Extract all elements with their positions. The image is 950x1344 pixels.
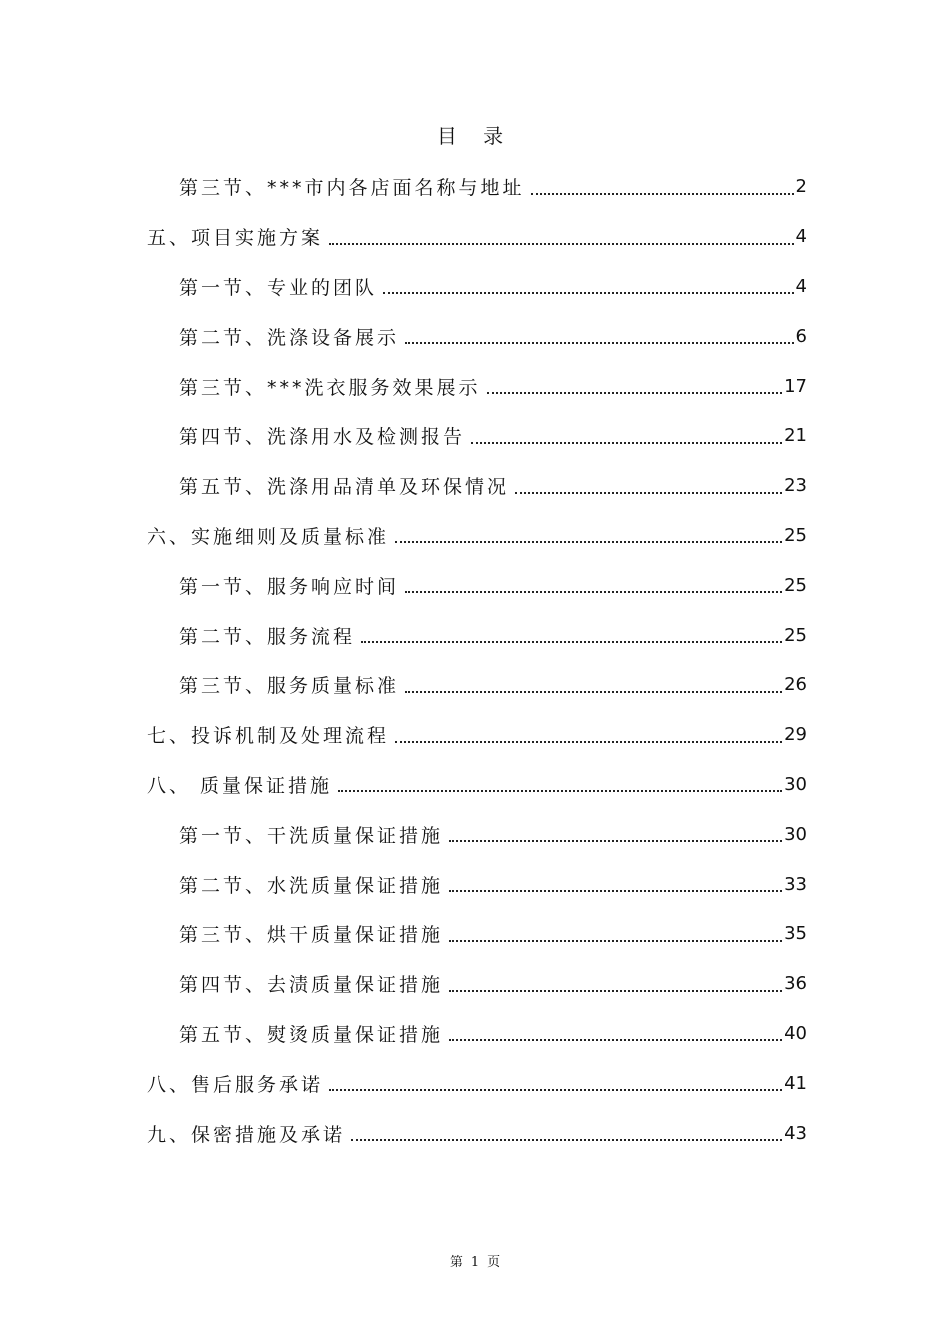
toc-entry-label: 第三节、***洗衣服务效果展示 — [179, 376, 481, 399]
toc-entry-page-number: 35 — [784, 923, 807, 945]
toc-dot-leader — [449, 990, 782, 992]
toc-entry-page-number: 21 — [784, 425, 807, 447]
toc-dot-leader — [405, 591, 782, 593]
toc-dot-leader — [487, 392, 783, 394]
toc-entry-label: 第二节、服务流程 — [179, 625, 356, 648]
toc-entry[interactable] — [0, 1108, 807, 1158]
toc-entry-page-number: 2 — [795, 176, 807, 198]
toc-entry[interactable] — [0, 511, 807, 561]
toc-list — [0, 162, 950, 1158]
toc-entry[interactable] — [0, 1009, 807, 1059]
toc-entry[interactable] — [0, 361, 807, 411]
toc-entry[interactable] — [0, 212, 807, 262]
toc-dot-leader — [395, 741, 782, 743]
toc-entry-page-number: 40 — [784, 1022, 807, 1044]
toc-entry-page-number: 30 — [784, 823, 807, 845]
toc-dot-leader — [395, 541, 782, 543]
toc-entry-page-number: 25 — [784, 624, 807, 646]
toc-entry-page-number: 4 — [795, 275, 807, 297]
toc-dot-leader — [405, 691, 782, 693]
toc-dot-leader — [449, 940, 782, 942]
toc-entry[interactable] — [0, 162, 807, 212]
toc-entry-label: 八、 质量保证措施 — [147, 774, 333, 797]
page-footer — [0, 1251, 950, 1270]
toc-dot-leader — [449, 840, 782, 842]
toc-entry-label: 第三节、烘干质量保证措施 — [179, 924, 444, 947]
toc-entry-label: 第五节、熨烫质量保证措施 — [179, 1023, 444, 1046]
toc-entry-page-number: 17 — [784, 375, 807, 397]
toc-entry-label: 六、实施细则及质量标准 — [147, 525, 390, 548]
toc-dot-leader — [383, 292, 794, 294]
toc-entry[interactable] — [0, 710, 807, 760]
toc-dot-leader — [329, 1089, 782, 1091]
toc-entry-label: 八、售后服务承诺 — [147, 1073, 324, 1096]
toc-entry-page-number: 29 — [784, 724, 807, 746]
toc-entry-page-number: 26 — [784, 674, 807, 696]
toc-entry-page-number: 41 — [784, 1072, 807, 1094]
toc-entry-label: 第一节、服务响应时间 — [179, 575, 400, 598]
toc-entry-page-number: 4 — [795, 226, 807, 248]
toc-entry-label: 第二节、水洗质量保证措施 — [179, 874, 444, 897]
toc-dot-leader — [449, 1039, 782, 1041]
toc-entry[interactable] — [0, 760, 807, 810]
footer-prefix: 第 — [449, 1255, 463, 1270]
toc-entry-label: 第一节、干洗质量保证措施 — [179, 824, 444, 847]
toc-entry[interactable] — [0, 959, 807, 1009]
toc-entry[interactable] — [0, 660, 807, 710]
toc-entry[interactable] — [0, 411, 807, 461]
toc-dot-leader — [338, 790, 782, 792]
toc-entry[interactable] — [0, 560, 807, 610]
toc-entry-label: 第三节、服务质量标准 — [179, 675, 400, 698]
toc-dot-leader — [515, 492, 782, 494]
toc-entry[interactable] — [0, 809, 807, 859]
toc-entry-page-number: 36 — [784, 973, 807, 995]
footer-suffix: 页 — [487, 1255, 501, 1270]
toc-entry[interactable] — [0, 909, 807, 959]
toc-entry-label: 九、保密措施及承诺 — [147, 1123, 346, 1146]
toc-entry[interactable] — [0, 1058, 807, 1108]
toc-entry-label: 五、项目实施方案 — [147, 227, 324, 250]
toc-entry-page-number: 23 — [784, 475, 807, 497]
toc-dot-leader — [471, 442, 782, 444]
footer-page-number: 1 — [470, 1255, 480, 1270]
toc-dot-leader — [405, 342, 794, 344]
toc-dot-leader — [449, 890, 782, 892]
toc-entry-label: 第四节、洗涤用水及检测报告 — [179, 426, 466, 449]
toc-entry-label: 第五节、洗涤用品清单及环保情况 — [179, 476, 510, 499]
toc-entry[interactable] — [0, 461, 807, 511]
toc-entry-label: 第一节、专业的团队 — [179, 276, 378, 299]
toc-dot-leader — [351, 1139, 782, 1141]
toc-entry-label: 第二节、洗涤设备展示 — [179, 326, 400, 349]
toc-entry-page-number: 43 — [784, 1122, 807, 1144]
toc-entry-page-number: 30 — [784, 773, 807, 795]
toc-entry-label: 七、投诉机制及处理流程 — [147, 725, 390, 748]
toc-title: 目 录 — [436, 124, 514, 148]
toc-entry-page-number: 25 — [784, 574, 807, 596]
toc-entry-page-number: 6 — [795, 325, 807, 347]
toc-entry[interactable] — [0, 262, 807, 312]
toc-entry-page-number: 25 — [784, 524, 807, 546]
toc-entry[interactable] — [0, 859, 807, 909]
toc-entry-label: 第四节、去渍质量保证措施 — [179, 974, 444, 997]
toc-dot-leader — [361, 641, 782, 643]
toc-dot-leader — [531, 193, 794, 195]
toc-dot-leader — [329, 243, 794, 245]
toc-entry[interactable] — [0, 610, 807, 660]
toc-entry[interactable] — [0, 311, 807, 361]
toc-entry-label: 第三节、***市内各店面名称与地址 — [179, 177, 525, 200]
toc-entry-page-number: 33 — [784, 873, 807, 895]
